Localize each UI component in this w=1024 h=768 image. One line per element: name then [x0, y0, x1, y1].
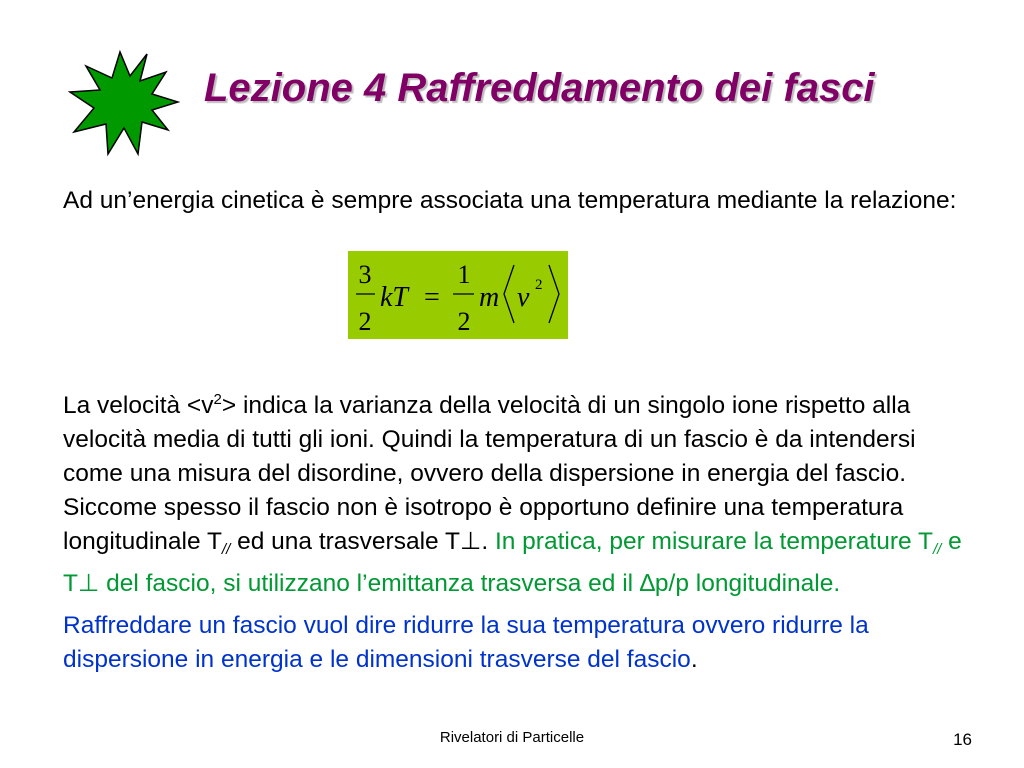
rhs-mass: m: [479, 282, 500, 313]
green-note: In pratica, per misurare la temperature $T_{//}$ e T⊥ del fascio, si utilizzano l’emittanza trasversa ed il ∆p/p longitudinale.: [63, 528, 962, 597]
body-text: [63, 383, 968, 677]
page-number: 16: [953, 730, 972, 749]
rhs-exponent: 2: [535, 277, 543, 293]
equals-sign: =: [424, 282, 440, 313]
rhs-denominator: 2: [457, 307, 471, 336]
green-starburst-icon: [68, 48, 180, 160]
left-angle-bracket: [504, 265, 514, 323]
right-angle-bracket: [549, 265, 559, 323]
footer-text: Rivelatori di Particelle: [439, 729, 585, 746]
paragraph-cooling: Raffreddare un fascio vuol dire ridurre la sua temperatura ovvero ridurre la dispersione in energia e le dimensioni trasverse del fascio.: [63, 612, 869, 673]
paragraph-velocity: La velocità $<v^2>$ indica la varianza della velocità di un singolo ione rispetto alla velocità media di tutti gli ioni. Quindi la temperatura di un fascio è da intendersi come una misura del disordine, ovvero della dispersione in energia del fascio. Siccome spesso il fascio non è isotropo è opportuno definire una temperatura longitudinale $T_{//}$ ed una trasversale T⊥. In pratica, per misurare la temperature $T_{//}$ e T⊥ del fascio, si utilizzano l’emittanza trasversa ed il ∆p/p longitudinale.: [63, 391, 962, 597]
slide-title: Lezione 4 Raffreddamento dei fasci: [204, 66, 875, 110]
formula-box: [348, 251, 568, 339]
rhs-velocity: v: [517, 282, 530, 313]
lhs-kt: kT: [380, 282, 408, 313]
lhs-numerator: 3: [358, 260, 372, 289]
temperature-formula: [348, 251, 568, 339]
rhs-numerator: 1: [457, 260, 471, 289]
intro-text: Ad un’energia cinetica è sempre associata una temperatura mediante la relazione:: [63, 187, 957, 214]
lhs-denominator: 2: [358, 307, 372, 336]
